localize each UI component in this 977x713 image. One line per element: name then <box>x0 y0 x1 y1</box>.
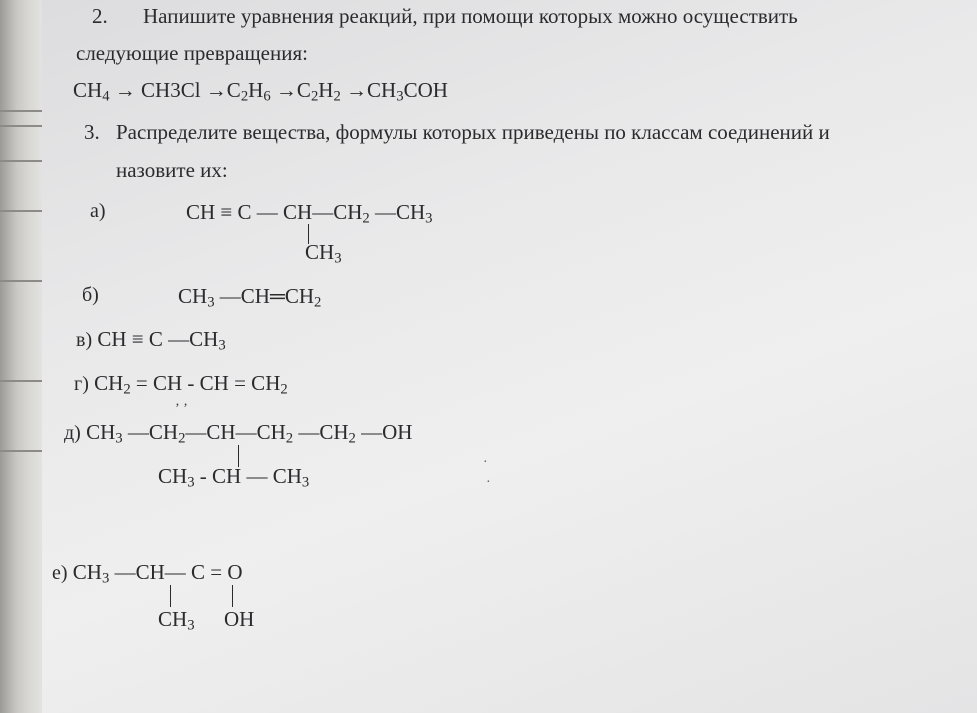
item-a-formula: CH ≡ C — $CH—CH_2$ $—CH_3$ <box>186 200 433 227</box>
transformation-chain: $CH_4 \to CH3Cl \to C_2H_6 \to C_2H_2 \to CH_3COH$ <box>73 78 448 105</box>
item-e-branch-2: OH <box>224 607 255 631</box>
item-e-formula: е) $CH_3$ —CH— C = O <box>52 560 243 587</box>
task2-text-line2: следующие превращения: <box>76 41 308 65</box>
item-e-branch-bond-1 <box>170 585 171 607</box>
item-e-branch-bond-2 <box>232 585 233 607</box>
item-b-formula: $CH_3$ $—CH═CH_2$ <box>178 284 322 311</box>
task3-text-line1: Распределите вещества, формулы которых приведены по классам соединений и <box>116 120 830 144</box>
item-v-label: в) <box>76 329 93 351</box>
paper-speck: · <box>483 455 488 470</box>
item-b-label: б) <box>82 284 99 306</box>
item-d-ticks: ‚ ‚ <box>175 394 188 409</box>
item-e-branch-1: $CH_3$ <box>158 607 195 634</box>
item-d-label: д) <box>64 422 81 444</box>
item-e-label: е) <box>52 562 68 584</box>
paper-speck-2: · <box>486 475 491 490</box>
item-g-formula: г) $CH_2$ = CH - CH = $CH_2$ <box>74 371 288 398</box>
item-d-formula: д) $CH_3$ $—CH_2—CH—CH_2$ $—CH_2$ —OH <box>64 420 413 447</box>
task3-text-line2: назовите их: <box>116 158 228 182</box>
item-d-branch: $CH_3$ - CH — $CH_3$ <box>158 464 310 491</box>
item-v-formula: в) CH ≡ C $—CH_3$ <box>76 327 226 354</box>
task3-number: 3. <box>84 120 100 144</box>
task2-text-line1: Напишите уравнения реакций, при помощи которых можно осуществить <box>143 4 798 28</box>
item-a-label: а) <box>90 200 106 222</box>
item-a-branch: $CH_3$ <box>305 240 342 267</box>
item-g-label: г) <box>74 373 89 395</box>
task2-number: 2. <box>92 4 108 28</box>
notebook-binding <box>0 0 42 713</box>
